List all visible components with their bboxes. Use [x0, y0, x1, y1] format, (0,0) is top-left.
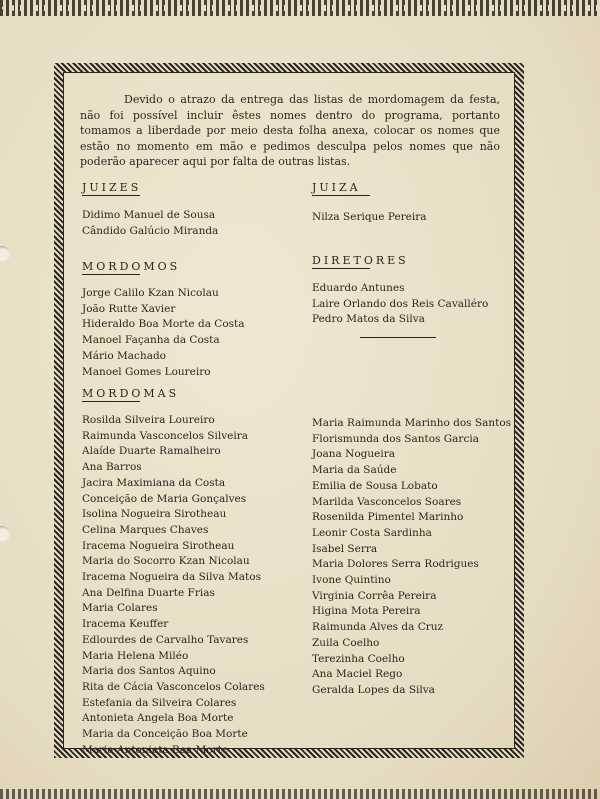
section-heading-mordomas: MORDOMAS	[82, 387, 180, 400]
list-item: Maria Dolores Serra Rodrigues	[312, 558, 479, 571]
list-item: João Rutte Xavier	[82, 302, 176, 315]
list-item: Ana Maciel Rego	[312, 668, 403, 681]
section-heading-juiza: JUIZA	[312, 181, 370, 196]
list-item: Maria dos Santos Aquino	[82, 665, 216, 678]
list-item: Hideraldo Boa Morte da Costa	[82, 318, 245, 331]
list-mordomas-right	[312, 416, 511, 699]
list-diretores	[312, 281, 488, 328]
list-item: Zuila Coelho	[312, 636, 380, 649]
divider	[360, 337, 436, 338]
list-item: Manoel Gomes Loureiro	[82, 365, 211, 378]
list-item: Rosilda Silveira Loureiro	[82, 414, 215, 426]
list-item: Estefania da Silveira Colares	[82, 696, 237, 709]
list-item: Geralda Lopes da Silva	[312, 683, 435, 696]
list-item: Maria do Socorro Kzan Nicolau	[82, 555, 250, 568]
list-item: Iracema Nogueira Sirotheau	[82, 539, 235, 552]
bottom-ornament-strip	[0, 789, 600, 799]
list-item: Iracema Nogueira da Silva Matos	[82, 571, 261, 584]
binder-hole-icon	[0, 526, 10, 542]
list-item: Manoel Façanha da Costa	[82, 334, 220, 347]
list-item: Antonieta Angela Boa Morte	[82, 712, 234, 725]
list-item: Terezinha Coelho	[312, 652, 405, 665]
list-item: Joana Nogueira	[312, 448, 395, 461]
list-item: Raimunda Vasconcelos Silveira	[82, 429, 248, 442]
list-item: Maria da Saúde	[312, 464, 397, 477]
list-item: Maria Raimunda Marinho dos Santos	[312, 417, 512, 429]
list-item: Rita de Cácia Vasconcelos Colares	[82, 680, 265, 693]
list-item: Pedro Matos da Silva	[312, 313, 425, 326]
section-heading-juizes: JUIZES	[82, 181, 142, 194]
list-item: Jorge Calilo Kzan Nicolau	[82, 287, 219, 299]
list-item: Leonir Costa Sardinha	[312, 526, 432, 539]
list-item: Mário Machado	[82, 349, 167, 362]
list-item: Alaíde Duarte Ramalheiro	[82, 445, 221, 458]
intro-paragraph: Devido o atrazo da entrega das listas de mordomagem da festa, não foi possível incluir êstes nomes dentro do programa, portanto tomamos a liberdade por meio desta folha anexa, colocar os nomes que estão no momento em mão e pedimos desculpa pelos nomes que não poderão aparecer aqui por falta de outras listas.	[80, 93, 500, 168]
list-mordomos	[82, 286, 245, 380]
list-item: Isabel Serra	[312, 542, 378, 555]
list-mordomas-left	[82, 413, 265, 758]
list-item: Florismunda dos Santos Garcia	[312, 432, 479, 445]
section-heading-mordomos: MORDOMOS	[82, 260, 181, 273]
list-juiza	[312, 210, 427, 226]
list-item: Isolina Nogueira Sirotheau	[82, 508, 227, 521]
list-item: Raimunda Alves da Cruz	[312, 621, 444, 634]
list-item: Cândido Galúcio Miranda	[82, 224, 219, 237]
binder-hole-icon	[0, 246, 10, 262]
list-item: Maria Colares	[82, 602, 158, 615]
list-item: Celina Marques Chaves	[82, 523, 209, 536]
list-item: Rosenilda Pimentel Marinho	[312, 511, 464, 524]
list-item: Eduardo Antunes	[312, 282, 405, 294]
list-item: Virginia Corrêa Pereira	[312, 589, 437, 602]
list-item: Didimo Manuel de Sousa	[82, 209, 216, 221]
list-item: Nilza Serique Pereira	[312, 211, 427, 223]
list-item: Maria Helena Miléo	[82, 649, 189, 662]
list-item: Ana Delfina Duarte Frias	[82, 586, 215, 599]
list-item: Edlourdes de Carvalho Tavares	[82, 633, 249, 646]
list-item: Maria Antonieta Boa Morte	[82, 743, 229, 756]
list-item: Conceição de Maria Gonçalves	[82, 492, 247, 505]
list-item: Higina Mota Pereira	[312, 605, 421, 618]
list-item: Iracema Keuffer	[82, 618, 169, 631]
list-juizes	[82, 208, 218, 239]
list-item: Ivone Quintino	[312, 574, 391, 587]
top-ornament-strip	[0, 0, 600, 16]
list-item: Laire Orlando dos Reis Cavalléro	[312, 297, 489, 310]
section-heading-diretores: DIRETORES	[312, 254, 409, 267]
list-item: Jacira Maximiana da Costa	[82, 476, 226, 489]
list-item: Emilia de Sousa Lobato	[312, 479, 438, 492]
list-item: Ana Barros	[82, 461, 142, 474]
list-item: Marilda Vasconcelos Soares	[312, 495, 462, 508]
list-item: Maria da Conceição Boa Morte	[82, 728, 248, 741]
